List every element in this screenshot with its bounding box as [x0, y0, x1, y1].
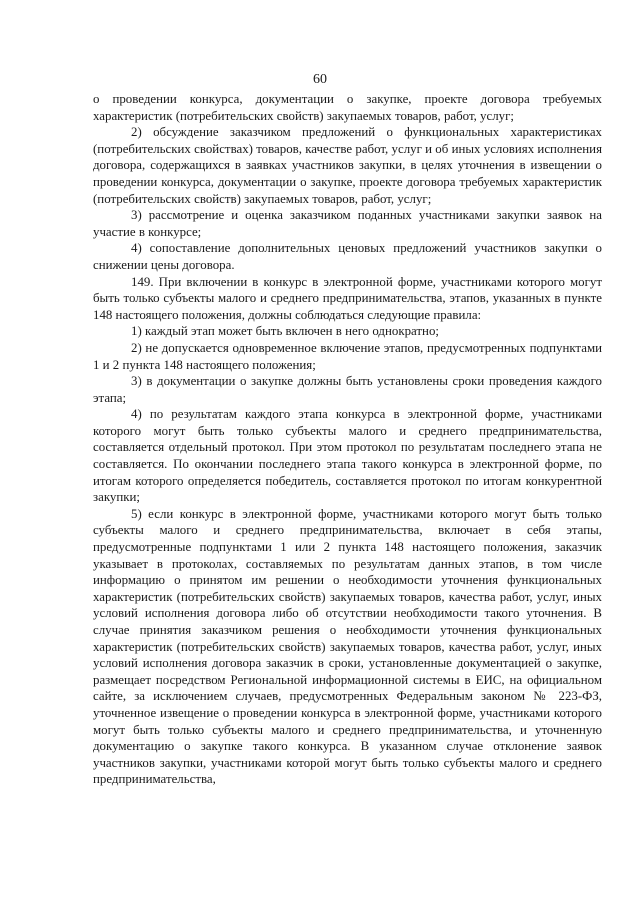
page-number: 60 [313, 72, 327, 87]
paragraph-rule-4: 4) по результатам каждого этапа конкурса в электронной форме, участниками которого могут быть только субъекты малого и среднего предпринимательства, составляется отдельный протокол. При этом протокол по результатам последнего этапа не составляется. По окончании последнего этапа такого конкурса в электронной форме, по итогам которого определяется победитель, составляется протокол по итогам конкурентной закупки; [93, 407, 602, 505]
paragraph-rule-5: 5) если конкурс в электронной форме, участниками которого могут быть только субъекты малого и среднего предпринимательства, включает в себя этапы, предусмотренные подпунктами 1 или 2 пункта 148 настоящего положения, заказчик указывает в протоколах, составляемых по результатам данных этапов, в том числе информацию о принятом им решении о необходимости уточнения функциональных характеристик (потребительских свойств) закупаемых товаров, качества работ, услуг, иных условий исполнения договора либо об отсутствии необходимости такого уточнения. В случае принятия заказчиком решения о необходимости уточнения функциональных характеристик (потребительских свойств) закупаемых товаров, качества работ, услуг, иных условий исполнения договора заказчик в сроки, установленные документацией о закупке, размещает посредством Региональной информационной системы в ЕИС, на официальном сайте, за исключением случаев, предусмотренных Федеральным законом № 223-ФЗ, уточненное извещение о проведении конкурса в электронной форме, участниками которого могут быть только субъекты малого и среднего предпринимательства, и уточненную документацию о закупке такого конкурса. В указанном случае отклонение заявок участников закупки, участниками которой могут быть только субъекты малого и среднего предпринимательства, [93, 506, 602, 787]
paragraph-rule-2: 2) не допускается одновременное включение этапов, предусмотренных подпунктами 1 и 2 пункта 148 настоящего положения; [93, 340, 602, 372]
paragraph-rule-1: 1) каждый этап может быть включен в него однократно; [131, 324, 439, 339]
paragraph-continuation: о проведении конкурса, документации о закупке, проекте договора требуемых характеристик (потребительских свойств) закупаемых товаров, работ, услуг; [93, 92, 602, 123]
paragraph-rule-3: 3) в документации о закупке должны быть установлены сроки проведения каждого этапа; [93, 374, 602, 405]
paragraph-item-3: 3) рассмотрение и оценка заказчиком поданных участниками закупки заявок на участие в конкурсе; [93, 208, 602, 239]
paragraph-item-2: 2) обсуждение заказчиком предложений о функциональных характеристиках (потребительских свойствах) товаров, качестве работ, услуг и об иных условиях исполнения договора, содержащихся в заявках участников закупки, в целях уточнения в извещении о проведении конкурса, документации о закупке, проекте договора требуемых характеристик (потребительских свойств) закупаемых товаров, работ, услуг; [93, 125, 602, 206]
body-text [93, 91, 602, 788]
paragraph-item-4: 4) сопоставление дополнительных ценовых предложений участников закупки о снижении цены договора. [93, 241, 602, 272]
paragraph-clause-149: 149. При включении в конкурс в электронной форме, участниками которого могут быть только субъекты малого и среднего предпринимательства, этапов, указанных в пункте 148 настоящего положения, должны соблюдаться следующие правила: [93, 274, 602, 322]
